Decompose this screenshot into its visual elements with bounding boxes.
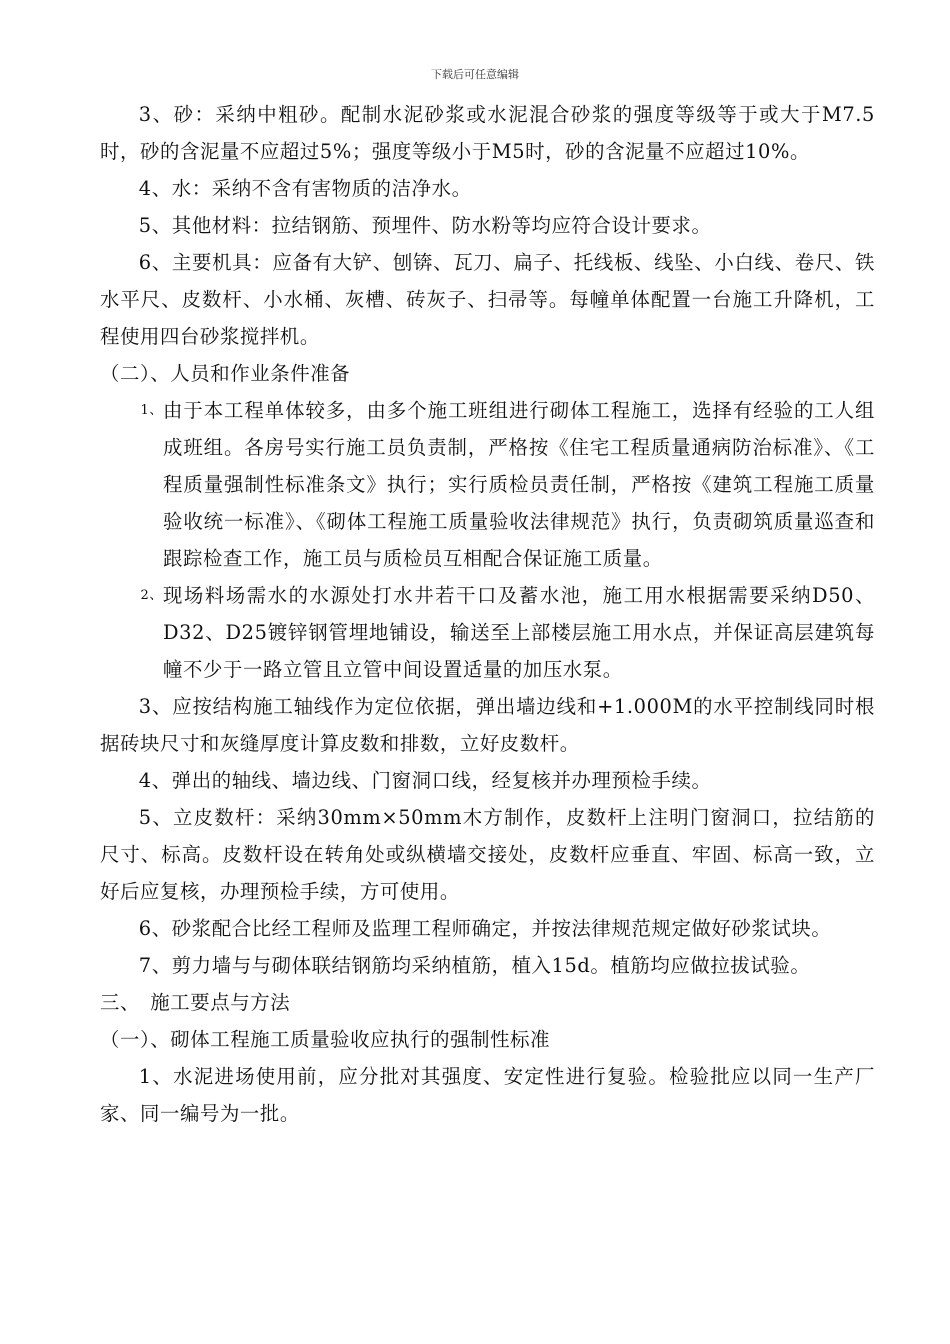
document-body	[100, 96, 875, 1132]
numbered-item-1	[100, 392, 875, 577]
item-number: 2、	[140, 588, 163, 603]
paragraph-main-tools: 6、主要机具：应备有大铲、刨锛、瓦刀、扁子、托线板、线坠、小白线、卷尺、铁水平尺、皮数杆、小水桶、灰槽、砖灰子、扫帚等。每幢单体配置一台施工升降机，工程使用四台砂浆搅拌机。	[100, 251, 875, 348]
section-heading-personnel: （二）、人员和作业条件准备	[100, 362, 351, 385]
paragraph-sand: 3、砂：采纳中粗砂。配制水泥砂浆或水泥混合砂浆的强度等级等于或大于M7.5时，砂的含泥量不应超过5%；强度等级小于M5时，砂的含泥量不应超过10%。	[100, 103, 875, 163]
section-heading-construction: 三、 施工要点与方法	[100, 991, 291, 1014]
paragraph-level-rod: 5、立皮数杆：采纳30mm×50mm木方制作，皮数杆上注明门窗洞口，拉结筋的尺寸、标高。皮数杆设在转角处或纵横墙交接处，皮数杆应垂直、牢固、标高一致，立好后应复核，办理预检手续，方可使用。	[100, 806, 875, 903]
page-header: 下载后可任意编辑	[431, 68, 519, 81]
item-number: 1、	[140, 403, 163, 418]
numbered-item-2	[100, 577, 875, 688]
paragraph-cement-inspection: 1、水泥进场使用前，应分批对其强度、安定性进行复验。检验批应以同一生产厂家、同一编号为一批。	[100, 1065, 875, 1125]
paragraph-water: 4、水：采纳不含有害物质的洁净水。	[138, 177, 472, 200]
paragraph-axis-positioning: 3、应按结构施工轴线作为定位依据，弹出墙边线和+1.000M的水平控制线同时根据砖块尺寸和灰缝厚度计算皮数和排数，立好皮数杆。	[100, 695, 875, 755]
item-text: 现场料场需水的水源处打水井若干口及蓄水池，施工用水根据需要采纳D50、D32、D25镀锌钢管埋地铺设，输送至上部楼层施工用水点，并保证高层建筑每幢不少于一路立管且立管中间设置适量的加压水泵。	[163, 584, 875, 681]
paragraph-mortar-ratio: 6、砂浆配合比经工程师及监理工程师确定，并按法律规范规定做好砂浆试块。	[138, 917, 832, 940]
paragraph-rebar-planting: 7、剪力墙与与砌体联结钢筋均采纳植筋，植入15d。植筋均应做拉拔试验。	[138, 954, 811, 977]
paragraph-other-materials: 5、其他材料：拉结钢筋、预埋件、防水粉等均应符合设计要求。	[138, 214, 712, 237]
paragraph-axis-check: 4、弹出的轴线、墙边线、门窗洞口线，经复核并办理预检手续。	[138, 769, 712, 792]
section-heading-mandatory-standards: （一）、砌体工程施工质量验收应执行的强制性标准	[100, 1028, 551, 1051]
item-text: 由于本工程单体较多，由多个施工班组进行砌体工程施工，选择有经验的工人组成班组。各房号实行施工员负责制，严格按《住宅工程质量通病防治标准》、《工程质量强制性标准条文》执行；实行质检员责任制，严格按《建筑工程施工质量验收统一标准》、《砌体工程施工质量验收法律规范》执行，负责砌筑质量巡查和跟踪检查工作，施工员与质检员互相配合保证施工质量。	[163, 399, 875, 570]
